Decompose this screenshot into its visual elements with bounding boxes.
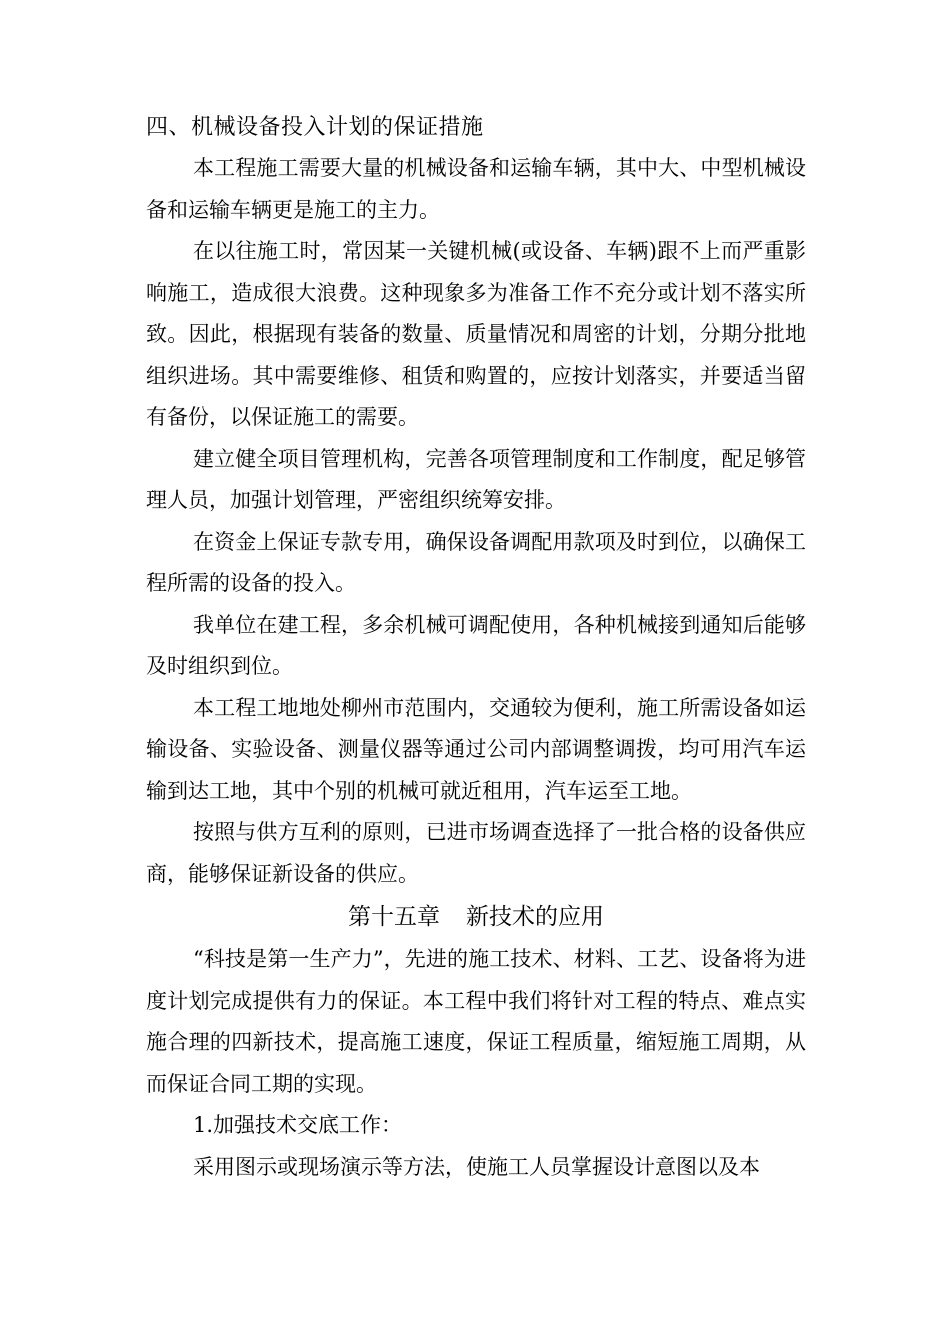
page-content: [146, 108, 806, 1188]
chapter-title: 新技术的应用: [466, 904, 604, 930]
paragraph: 按照与供方互利的原则，已进市场调查选择了一批合格的设备供应商，能够保证新设备的供应。: [146, 820, 806, 886]
paragraph: 采用图示或现场演示等方法，使施工人员掌握设计意图以及本: [193, 1154, 760, 1179]
paragraph: 本工程工地地处柳州市范围内，交通较为便利，施工所需设备如运输设备、实验设备、测量仪器等通过公司内部调整调拨，均可用汽车运输到达工地，其中个别的机械可就近租用，汽车运至工地。: [146, 695, 806, 803]
paragraph: 在资金上保证专款专用，确保设备调配用款项及时到位，以确保工程所需的设备的投入。: [146, 529, 806, 595]
chapter-number: 第十五章: [348, 904, 440, 930]
paragraph: 建立健全项目管理机构，完善各项管理制度和工作制度，配足够管理人员，加强计划管理，严密组织统筹安排。: [146, 446, 806, 512]
paragraph: 本工程施工需要大量的机械设备和运输车辆，其中大、中型机械设备和运输车辆更是施工的主力。: [146, 156, 806, 222]
list-item-heading: 1.加强技术交底工作：: [193, 1113, 403, 1137]
chapter-heading: [146, 895, 806, 939]
section-heading: 四、机械设备投入计划的保证措施: [146, 115, 484, 140]
paragraph: 在以往施工时，常因某一关键机械(或设备、车辆)跟不上而严重影响施工，造成很大浪费。这种现象多为准备工作不充分或计划不落实所致。因此，根据现有装备的数量、质量情况和周密的计划，分期分批地组织进场。其中需要维修、租赁和购置的，应按计划落实，并要适当留有备份，以保证施工的需要。: [146, 239, 806, 429]
paragraph: 我单位在建工程，多余机械可调配使用，各种机械接到通知后能够及时组织到位。: [146, 612, 806, 678]
paragraph: “科技是第一生产力”，先进的施工技术、材料、工艺、设备将为进度计划完成提供有力的保证。本工程中我们将针对工程的特点、难点实施合理的四新技术，提高施工速度，保证工程质量，缩短施工周期，从而保证合同工期的实现。: [146, 947, 806, 1096]
